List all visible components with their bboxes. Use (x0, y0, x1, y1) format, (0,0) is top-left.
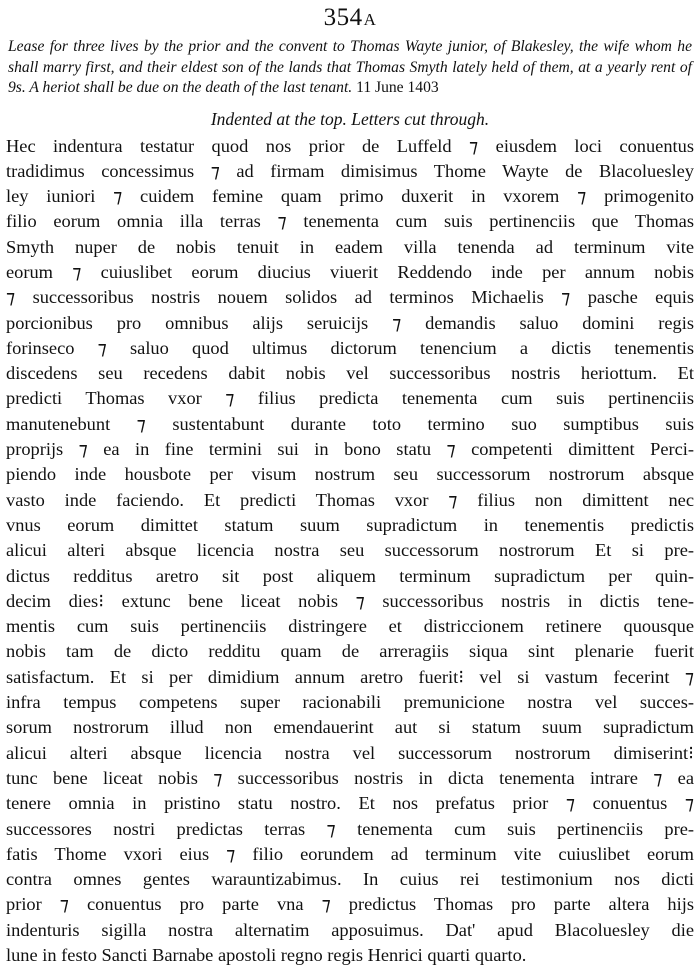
text-line: ley iuniori ⁊ cuidem femine quam primo duxerit in vxorem ⁊ primogenito (6, 186, 694, 207)
summary-text: Lease for three lives by the prior and the convent to Thomas Wayte junior, of Blakesley, the wife whom he shall marry first, and their eldest son of the lands that Thomas Smyth lately held of them, at a yearly rent of 9s. A heriot shall be due on the death of the last tenant. (8, 38, 692, 96)
text-line: vasto inde faciendo. Et predicti Thomas vxor ⁊ filius non dimittent nec (6, 489, 694, 510)
text-line: alicui alteri absque licencia nostra vel successorum nostrorum dimiserint⁝ (6, 742, 694, 763)
text-line: decim dies⁝ extunc bene liceat nobis ⁊ successoribus nostris in dictis tene- (6, 590, 694, 611)
text-line: ⁊ successoribus nostris nouem solidos ad terminos Michaelis ⁊ pasche equis (6, 287, 694, 308)
document-number-value: 354 (323, 4, 363, 31)
document-summary (8, 37, 692, 99)
text-line: tenere omnia in pristino statu nostro. Et nos prefatus prior ⁊ conuentus ⁊ (6, 793, 694, 814)
text-line: manutenebunt ⁊ sustentabunt durante toto termino suo sumptibus suis (6, 413, 694, 434)
text-line: vnus eorum dimittet statum suum supradictum in tenementis predictis (6, 514, 694, 535)
text-line: piendo inde housbote per visum nostrum seu successorum nostrorum absque (6, 464, 694, 485)
document-number (6, 4, 694, 34)
text-line: nobis tam de dicto redditu quam de arreragiis siqua sint plenarie fuerit (6, 641, 694, 662)
text-line: predicti Thomas vxor ⁊ filius predicta tenementa cum suis pertinenciis (6, 388, 694, 409)
text-line: Smyth nuper de nobis tenuit in eadem villa tenenda ad terminum vite (6, 236, 694, 257)
text-line: filio eorum omnia illa terras ⁊ tenementa cum suis pertinenciis que Thomas (6, 211, 694, 232)
document-body (6, 134, 694, 969)
text-line: Hec indentura testatur quod nos prior de Luffeld ⁊ eiusdem loci conuentus (6, 135, 694, 156)
document-date: 11 June 1403 (356, 79, 439, 96)
text-line: satisfactum. Et si per dimidium annum aretro fuerit⁝ vel si vastum fecerint ⁊ (6, 666, 694, 687)
text-line: lune in festo Sancti Barnabe apostoli regno regis Henrici quarti quarto. (6, 945, 527, 965)
text-line: contra omnes gentes warauntizabimus. In cuius rei testimonium nos dicti (6, 869, 694, 890)
editorial-note: Indented at the top. Letters cut through. (210, 108, 490, 129)
text-line: eorum ⁊ cuiuslibet eorum diucius viuerit Reddendo inde per annum nobis (6, 261, 694, 282)
text-line: proprijs ⁊ ea in fine termini sui in bono statu ⁊ competenti dimittent Perci- (6, 439, 694, 460)
text-line: tradidimus concessimus ⁊ ad firmam dimisimus Thome Wayte de Blacoluesley (6, 160, 694, 181)
document-page (6, 0, 694, 968)
text-line: alicui alteri absque licencia nostra seu successorum nostrorum Et si pre- (6, 540, 694, 561)
text-line: dictus redditus aretro sit post aliquem terminum supradictum per quin- (6, 565, 694, 586)
document-number-suffix: A (363, 10, 377, 29)
text-line: prior ⁊ conuentus pro parte vna ⁊ predictus Thomas pro parte altera hijs (6, 894, 694, 915)
text-line: sorum nostrorum illud non emendauerint aut si statum suum supradictum (6, 717, 694, 738)
text-line: tunc bene liceat nobis ⁊ successoribus nostris in dicta tenementa intrare ⁊ ea (6, 767, 694, 788)
text-line: indenturis sigilla nostra alternatim apposuimus. Dat' apud Blacoluesley die (6, 919, 694, 940)
text-line: fatis Thome vxori eius ⁊ filio eorundem ad terminum vite cuiuslibet eorum (6, 843, 694, 864)
text-line: forinseco ⁊ saluo quod ultimus dictorum tenencium a dictis tenementis (6, 337, 694, 358)
text-line: mentis cum suis pertinenciis distringere et districcionem retinere quousque (6, 616, 694, 637)
text-line: discedens seu recedens dabit nobis vel successoribus nostris heriottum. Et (6, 363, 694, 384)
text-line: infra tempus competens super racionabili premunicione nostra vel succes- (6, 692, 694, 713)
text-line: porcionibus pro omnibus alijs seruicijs ⁊ demandis saluo domini regis (6, 312, 694, 333)
text-line: successores nostri predictas terras ⁊ tenementa cum suis pertinenciis pre- (6, 818, 694, 839)
